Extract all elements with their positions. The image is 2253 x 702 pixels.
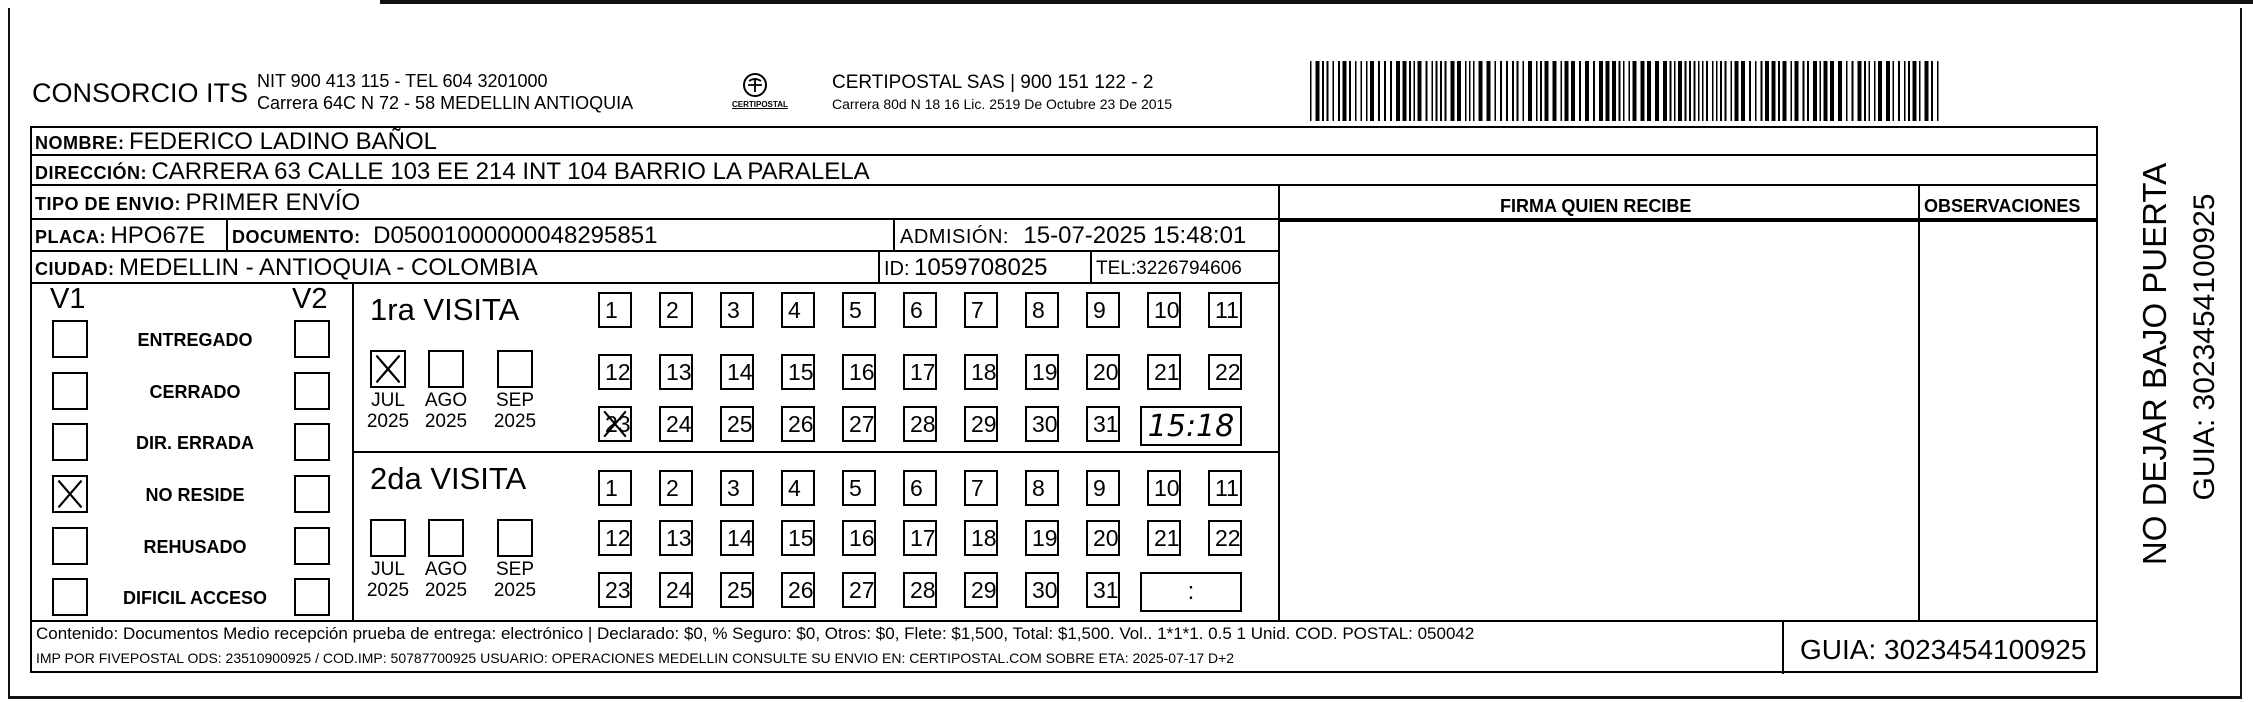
month-checkbox-ago[interactable] (428, 519, 464, 557)
v1-checkbox[interactable] (52, 320, 88, 358)
day-box[interactable] (1208, 292, 1242, 328)
day-box[interactable] (598, 406, 632, 442)
documento-value: D05001000000048295851 (373, 222, 658, 249)
day-number: 20 (1093, 525, 1119, 551)
day-number: 22 (1215, 525, 1241, 551)
placa-row (35, 222, 205, 250)
firma-label: FIRMA QUIEN RECIBE (1500, 196, 1692, 216)
day-number: 11 (1215, 475, 1239, 501)
day-box[interactable] (659, 520, 693, 556)
day-number: 8 (1032, 297, 1045, 323)
day-number: 7 (971, 297, 984, 323)
id-value: 1059708025 (914, 254, 1048, 281)
day-box[interactable] (842, 572, 876, 608)
no-dejar-bajo-puerta: NO DEJAR BAJO PUERTA (2136, 162, 2173, 566)
day-number: 2 (666, 475, 679, 501)
day-number: 28 (910, 577, 936, 603)
day-box[interactable] (964, 470, 998, 506)
day-box[interactable] (1086, 520, 1120, 556)
day-box[interactable] (720, 292, 754, 328)
month-year: 2025 (424, 580, 468, 601)
day-box[interactable] (903, 292, 937, 328)
time-value: : (1187, 578, 1195, 605)
tipo-label: TIPO DE ENVIO: (35, 194, 182, 214)
day-box[interactable] (720, 406, 754, 442)
day-number: 23 (605, 411, 631, 437)
day-box[interactable] (598, 572, 632, 608)
day-box[interactable] (720, 354, 754, 390)
day-number: 21 (1154, 525, 1180, 551)
v1-checkbox[interactable] (52, 372, 88, 410)
day-box[interactable] (1086, 572, 1120, 608)
day-number: 12 (605, 359, 631, 385)
day-box[interactable] (659, 470, 693, 506)
day-number: 26 (788, 411, 814, 437)
day-box[interactable] (842, 406, 876, 442)
month-label (487, 559, 543, 601)
barcode (1310, 61, 1945, 121)
day-number: 4 (788, 475, 801, 501)
status-label: REHUSADO (143, 537, 247, 557)
status-label: DIFICIL ACCESO (122, 588, 267, 608)
day-number: 24 (666, 577, 692, 603)
day-number: 27 (849, 577, 875, 603)
footer-guia: GUIA: 3023454100925 (1800, 634, 2087, 665)
top-border-line (380, 0, 2253, 4)
day-box[interactable] (842, 292, 876, 328)
admision-row (900, 222, 1246, 250)
day-box[interactable] (781, 520, 815, 556)
direccion-label: DIRECCIÓN: (35, 163, 147, 183)
nombre-value: FEDERICO LADINO BAÑOL (128, 128, 438, 155)
month-checkbox-jul[interactable] (370, 519, 406, 557)
day-number: 3 (727, 475, 740, 501)
admision-value: 15-07-2025 15:48:01 (1023, 222, 1247, 249)
company-address: Carrera 64C N 72 - 58 MEDELLIN ANTIOQUIA (257, 93, 634, 113)
day-number: 13 (666, 359, 692, 385)
day-number: 22 (1215, 359, 1241, 385)
day-box[interactable] (964, 520, 998, 556)
day-box[interactable] (964, 292, 998, 328)
day-box[interactable] (903, 520, 937, 556)
day-box[interactable] (720, 470, 754, 506)
day-number: 15 (788, 525, 814, 551)
day-number: 9 (1093, 475, 1106, 501)
day-box[interactable] (842, 354, 876, 390)
day-box[interactable] (781, 406, 815, 442)
day-box[interactable] (781, 354, 815, 390)
month-checkbox-sep[interactable] (497, 350, 533, 388)
day-number: 8 (1032, 475, 1045, 501)
day-box[interactable] (903, 572, 937, 608)
status-label: CERRADO (149, 382, 241, 402)
day-number: 4 (788, 297, 801, 323)
side-notice (2100, 130, 2221, 610)
month-label (418, 559, 474, 601)
ciudad-label: CIUDAD: (35, 259, 115, 279)
month-checkbox-sep[interactable] (497, 519, 533, 557)
day-box[interactable] (1025, 354, 1059, 390)
day-number: 12 (605, 525, 631, 551)
day-number: 26 (788, 577, 814, 603)
day-box[interactable] (1086, 354, 1120, 390)
day-number: 31 (1093, 411, 1119, 437)
day-box[interactable] (1025, 292, 1059, 328)
time-field[interactable] (1140, 572, 1242, 612)
documento-label: DOCUMENTO: (232, 227, 361, 247)
admision-label: ADMISIÓN: (900, 226, 1009, 248)
day-number: 16 (849, 525, 875, 551)
v1-header: V1 (50, 283, 86, 315)
day-number: 10 (1154, 297, 1180, 323)
certipostal-line2: Carrera 80d N 18 16 Lic. 2519 De Octubre 23 De 2015 (832, 96, 1173, 112)
v2-checkbox[interactable] (294, 527, 330, 565)
day-box[interactable] (964, 572, 998, 608)
observaciones-label: OBSERVACIONES (1924, 196, 2081, 216)
v2-header: V2 (292, 283, 328, 315)
placa-value: HPO67E (110, 222, 206, 249)
day-number: 29 (971, 411, 997, 437)
day-number: 21 (1154, 359, 1180, 385)
day-number: 27 (849, 411, 875, 437)
day-box[interactable] (964, 406, 998, 442)
day-box[interactable] (903, 470, 937, 506)
tel-value: 3226794606 (1136, 258, 1242, 279)
month-name: JUL (371, 559, 405, 580)
month-name: JUL (371, 390, 405, 411)
day-number: 13 (666, 525, 692, 551)
direccion-row (35, 158, 870, 186)
day-number: 1 (605, 297, 618, 323)
day-box[interactable] (720, 572, 754, 608)
nombre-row (35, 128, 437, 156)
side-guia: GUIA: 3023454100925 (2188, 193, 2221, 501)
month-name: AGO (424, 559, 468, 580)
documento-row (232, 222, 657, 250)
day-box[interactable] (1086, 406, 1120, 442)
day-number: 29 (971, 577, 997, 603)
day-number: 6 (910, 475, 923, 501)
day-number: 25 (727, 411, 753, 437)
day-number: 30 (1032, 411, 1058, 437)
month-year: 2025 (366, 411, 410, 432)
day-number: 2 (666, 297, 679, 323)
visit-title: 1ra VISITA (370, 292, 520, 327)
day-number: 17 (910, 525, 936, 551)
status-label: ENTREGADO (137, 330, 253, 350)
day-number: 19 (1032, 359, 1058, 385)
month-label (487, 390, 543, 432)
month-year: 2025 (493, 411, 537, 432)
day-number: 9 (1093, 297, 1106, 323)
month-checkbox-jul[interactable] (370, 350, 406, 388)
month-label (360, 559, 416, 601)
day-box[interactable] (659, 406, 693, 442)
time-field[interactable] (1140, 406, 1242, 446)
day-number: 15 (788, 359, 814, 385)
nit-line: NIT 900 413 115 - TEL 604 3201000 (257, 71, 548, 91)
v1-checkbox[interactable] (52, 423, 88, 461)
day-box[interactable] (842, 470, 876, 506)
day-number: 17 (910, 359, 936, 385)
day-box[interactable] (1147, 354, 1181, 390)
day-number: 25 (727, 577, 753, 603)
ciudad-row (35, 254, 538, 282)
day-box[interactable] (1025, 572, 1059, 608)
placa-label: PLACA: (35, 227, 106, 247)
day-number: 24 (666, 411, 692, 437)
day-box[interactable] (1086, 292, 1120, 328)
certipostal-line1: CERTIPOSTAL SAS | 900 151 122 - 2 (832, 72, 1154, 93)
day-number: 5 (849, 297, 862, 323)
company-name: CONSORCIO ITS (32, 78, 249, 108)
month-label (360, 390, 416, 432)
day-box[interactable] (598, 520, 632, 556)
day-box[interactable] (842, 520, 876, 556)
day-box[interactable] (781, 292, 815, 328)
nombre-label: NOMBRE: (35, 133, 125, 153)
day-box[interactable] (1025, 406, 1059, 442)
day-box[interactable] (781, 470, 815, 506)
day-number: 16 (849, 359, 875, 385)
day-number: 11 (1215, 297, 1239, 323)
v2-checkbox[interactable] (294, 372, 330, 410)
v2-checkbox[interactable] (294, 423, 330, 461)
day-box[interactable] (781, 572, 815, 608)
v2-checkbox[interactable] (294, 320, 330, 358)
tipo-value: PRIMER ENVÍO (185, 189, 361, 216)
day-number: 23 (605, 577, 631, 603)
certipostal-logo (732, 70, 788, 114)
month-year: 2025 (493, 580, 537, 601)
day-number: 28 (910, 411, 936, 437)
time-value: 15:18 (1147, 408, 1235, 444)
footer-contenido: Contenido: Documentos Medio recepción prueba de entrega: electrónico | Declarado: $0, % Seguro: $0, Otros: $0, Flete: $1,500, Total: $1,500. Vol.. 1*1*1. 0.5 1 Unid. COD. POSTAL: 050042 (36, 624, 1475, 643)
day-box[interactable] (1208, 354, 1242, 390)
day-number: 10 (1154, 475, 1180, 501)
day-box[interactable] (1025, 470, 1059, 506)
v2-checkbox[interactable] (294, 578, 330, 616)
id-row (884, 254, 1048, 282)
month-year: 2025 (424, 411, 468, 432)
day-box[interactable] (598, 470, 632, 506)
day-box[interactable] (659, 572, 693, 608)
day-box[interactable] (598, 292, 632, 328)
day-number: 14 (727, 359, 753, 385)
day-number: 6 (910, 297, 923, 323)
day-box[interactable] (1086, 470, 1120, 506)
month-name: AGO (424, 390, 468, 411)
status-label: DIR. ERRADA (135, 433, 254, 453)
v1-checkbox[interactable] (52, 527, 88, 565)
footer-imp: IMP POR FIVEPOSTAL ODS: 23510900925 / COD.IMP: 50787700925 USUARIO: OPERACIONES MEDELLIN CONSULTE SU ENVIO EN: CERTIPOSTAL.COM SOBRE ETA: 2025-07-17 D+2 (36, 650, 1235, 666)
v1-checkbox[interactable] (52, 475, 88, 513)
logo-caption: CERTIPOSTAL (732, 100, 788, 109)
id-label: ID: (884, 258, 910, 280)
day-number: 31 (1093, 577, 1119, 603)
day-box[interactable] (1147, 470, 1181, 506)
visit-title: 2da VISITA (370, 461, 527, 496)
day-number: 5 (849, 475, 862, 501)
direccion-value: CARRERA 63 CALLE 103 EE 214 INT 104 BARRIO LA PARALELA (151, 158, 870, 185)
day-box[interactable] (1147, 292, 1181, 328)
day-number: 19 (1032, 525, 1058, 551)
day-number: 3 (727, 297, 740, 323)
day-number: 1 (605, 475, 618, 501)
day-number: 18 (971, 525, 997, 551)
v1-checkbox[interactable] (52, 578, 88, 616)
day-box[interactable] (1208, 470, 1242, 506)
day-box[interactable] (598, 354, 632, 390)
day-box[interactable] (1147, 520, 1181, 556)
month-checkbox-ago[interactable] (428, 350, 464, 388)
day-number: 20 (1093, 359, 1119, 385)
day-box[interactable] (1025, 520, 1059, 556)
day-number: 18 (971, 359, 997, 385)
day-box[interactable] (903, 406, 937, 442)
day-number: 30 (1032, 577, 1058, 603)
day-box[interactable] (720, 520, 754, 556)
tel-label: TEL: (1096, 258, 1137, 279)
v2-checkbox[interactable] (294, 475, 330, 513)
status-label: NO RESIDE (145, 485, 245, 505)
tel-row (1096, 258, 1242, 280)
day-box[interactable] (1208, 520, 1242, 556)
day-box[interactable] (964, 354, 998, 390)
month-year: 2025 (366, 580, 410, 601)
month-label (418, 390, 474, 432)
month-name: SEP (495, 390, 535, 411)
tipo-row (35, 189, 360, 217)
day-box[interactable] (659, 292, 693, 328)
day-number: 7 (971, 475, 984, 501)
day-number: 14 (727, 525, 753, 551)
ciudad-value: MEDELLIN - ANTIOQUIA - COLOMBIA (118, 254, 538, 281)
month-name: SEP (495, 559, 535, 580)
day-box[interactable] (659, 354, 693, 390)
day-box[interactable] (903, 354, 937, 390)
